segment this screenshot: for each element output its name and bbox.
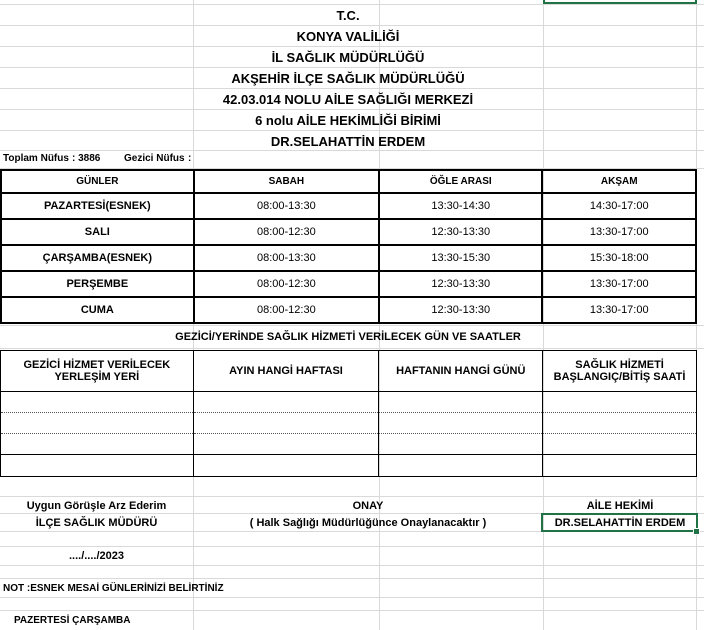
footer-approval-title: ONAY [352, 499, 384, 512]
schedule-row [1, 271, 696, 297]
empty-cell[interactable] [379, 434, 543, 455]
empty-cell[interactable] [379, 392, 543, 413]
lunch-cell: 12:30-13:30 [379, 297, 542, 323]
evening-cell: 13:30-17:00 [542, 271, 696, 297]
schedule-row [1, 297, 696, 323]
header-line-il-saglik: İL SAĞLIK MÜDÜRLÜĞÜ [271, 49, 425, 65]
footer-note: NOT :ESNEK MESAİ GÜNLERİNİZİ BELİRTİNİZ [3, 582, 224, 594]
total-population-label: Toplam Nüfus [3, 152, 69, 164]
header-line-doctor: DR.SELAHATTİN ERDEM [270, 133, 426, 149]
gezici-table [0, 350, 697, 477]
selected-cell[interactable] [541, 513, 698, 532]
lunch-cell: 13:30-14:30 [379, 193, 542, 219]
col-header-week: AYIN HANGİ HAFTASI [193, 351, 379, 392]
empty-cell[interactable] [379, 455, 543, 477]
col-header-time-l1: SAĞLIK HİZMETİ [575, 359, 664, 371]
evening-cell: 13:30-17:00 [542, 219, 696, 245]
day-cell: SALI [1, 219, 194, 245]
evening-cell: 13:30-17:00 [542, 297, 696, 323]
empty-cell[interactable] [1, 413, 194, 434]
evening-cell: 14:30-17:00 [542, 193, 696, 219]
col-header-time [543, 351, 697, 392]
gezici-header-row [1, 351, 697, 392]
empty-cell[interactable] [543, 413, 697, 434]
header-line-asm: 42.03.014 NOLU AİLE SAĞLIĞI MERKEZİ [222, 91, 474, 107]
day-cell: CUMA [1, 297, 194, 323]
empty-cell[interactable] [543, 392, 697, 413]
morning-cell: 08:00-12:30 [194, 271, 379, 297]
fill-handle[interactable] [693, 528, 700, 535]
col-header-morning: SABAH [194, 170, 379, 193]
gezici-empty-row [1, 434, 697, 455]
empty-cell[interactable] [193, 413, 379, 434]
selected-cell-top[interactable] [543, 0, 697, 4]
empty-cell[interactable] [543, 434, 697, 455]
col-header-location-l2: YERLEŞİM YERİ [54, 371, 140, 383]
day-cell: PERŞEMBE [1, 271, 194, 297]
morning-cell: 08:00-12:30 [194, 219, 379, 245]
col-header-location-l1: GEZİCİ HİZMET VERİLECEK [23, 359, 171, 371]
footer-left-line2: İLÇE SAĞLIK MÜDÜRÜ [35, 516, 158, 529]
header-line-ilce-saglik: AKŞEHİR İLÇE SAĞLIK MÜDÜRLÜĞÜ [231, 70, 465, 86]
morning-cell: 08:00-13:30 [194, 193, 379, 219]
mobile-population-label: Gezici Nüfus [124, 152, 185, 164]
empty-cell[interactable] [1, 392, 194, 413]
lunch-cell: 12:30-13:30 [379, 271, 542, 297]
footer-left-line1: Uygun Görüşle Arz Ederim [26, 499, 167, 512]
lunch-cell: 12:30-13:30 [379, 219, 542, 245]
empty-cell[interactable] [193, 455, 379, 477]
total-population-value: : 3886 [72, 152, 101, 164]
schedule-row [1, 193, 696, 219]
gezici-empty-row [1, 392, 697, 413]
col-header-time-l2: BAŞLANGIÇ/BİTİŞ SAATİ [553, 371, 686, 383]
empty-cell[interactable] [379, 413, 543, 434]
col-header-location [1, 351, 194, 392]
empty-cell[interactable] [193, 392, 379, 413]
empty-cell[interactable] [193, 434, 379, 455]
col-header-days: GÜNLER [1, 170, 194, 193]
gezici-section-title: GEZİCİ/YERİNDE SAĞLIK HİZMETİ VERİLECEK GÜN VE SAATLER [175, 331, 521, 343]
evening-cell: 15:30-18:00 [542, 245, 696, 271]
schedule-header-row [1, 170, 696, 193]
col-header-lunch: ÖĞLE ARASI [379, 170, 542, 193]
header-line-birim: 6 nolu AİLE HEKİMLİĞİ BİRİMİ [255, 112, 441, 128]
schedule-table [0, 169, 697, 324]
schedule-row [1, 219, 696, 245]
gezici-empty-row [1, 413, 697, 434]
empty-cell[interactable] [543, 455, 697, 477]
mobile-population-value: : [188, 152, 192, 164]
morning-cell: 08:00-13:30 [194, 245, 379, 271]
empty-cell[interactable] [1, 455, 194, 477]
schedule-row [1, 245, 696, 271]
gezici-empty-row [1, 455, 697, 477]
day-cell: PAZARTESİ(ESNEK) [1, 193, 194, 219]
lunch-cell: 13:30-15:30 [379, 245, 542, 271]
empty-cell[interactable] [1, 434, 194, 455]
day-cell: ÇARŞAMBA(ESNEK) [1, 245, 194, 271]
header-line-valilik: KONYA VALİLİĞİ [296, 28, 400, 44]
morning-cell: 08:00-12:30 [194, 297, 379, 323]
col-header-day: HAFTANIN HANGİ GÜNÜ [379, 351, 543, 392]
footer-approval-note: ( Halk Sağlığı Müdürlüğünce Onaylanacaktır ) [249, 516, 487, 529]
footer-date: ..../..../2023 [68, 550, 125, 562]
footer-flex-days: PAZERTESİ ÇARŞAMBA [14, 614, 131, 626]
header-line-tc: T.C. [336, 7, 360, 23]
col-header-evening: AKŞAM [542, 170, 696, 193]
footer-doctor-name[interactable]: DR.SELAHATTİN ERDEM [554, 516, 686, 529]
footer-right-line1: AİLE HEKİMİ [586, 499, 654, 512]
